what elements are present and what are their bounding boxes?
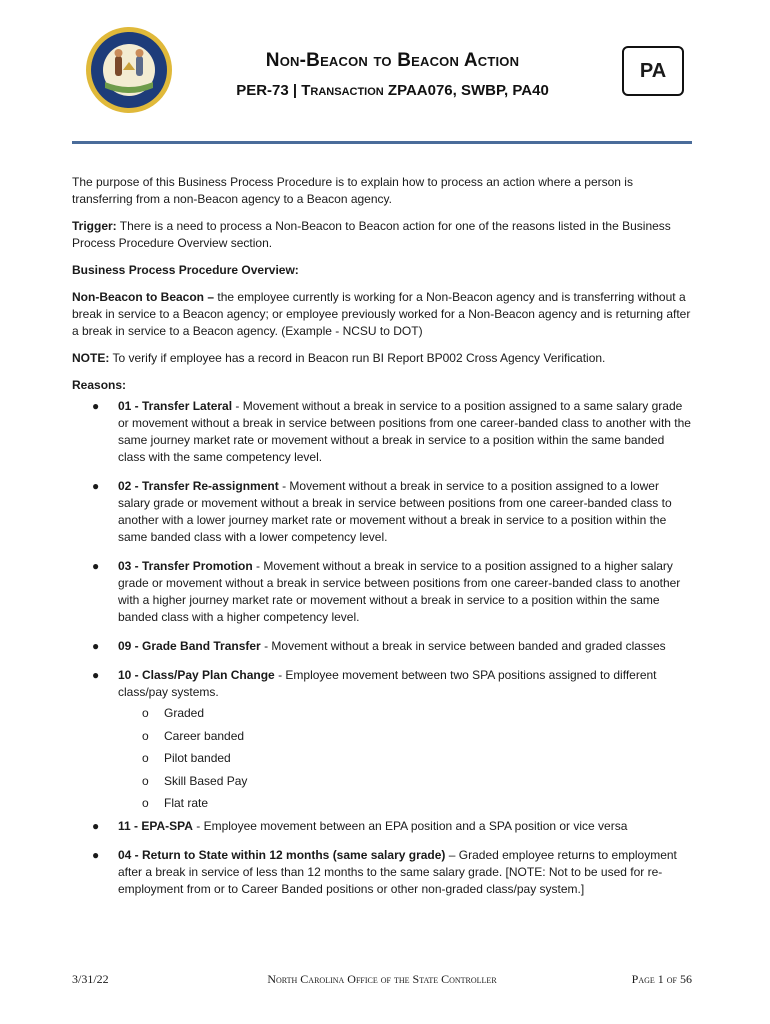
overview-label: Non-Beacon to Beacon – <box>72 290 215 304</box>
bullet-icon: ● <box>92 819 100 833</box>
reason-code: 01 - Transfer Lateral <box>118 399 233 413</box>
overview-text: the employee currently is working for a Non-Beacon agency and is transferring without a break in service to a Beacon agency; or employee previously worked for a Non-Beacon agency and is returning after a break in service to a Beacon agency. (Example - NCSU to DOT) <box>72 290 691 338</box>
reason-code: 09 - Grade Band Transfer <box>118 639 261 653</box>
sub-list-item <box>118 750 692 767</box>
reason-code: 02 - Transfer Re-assignment <box>118 479 279 493</box>
circle-bullet-icon: o <box>142 706 149 720</box>
reason-text: - Movement without a break in service to a position assigned to a higher salary grade or movement without a break in service between positions from one career-banded class to another with a higher journey market rate or movement without a break in service to a position within the same banded class with a higher competency level. <box>118 559 681 624</box>
reason-code: 04 - Return to State within 12 months (same salary grade) <box>118 848 446 862</box>
bullet-icon: ● <box>92 399 100 413</box>
note-label: NOTE: <box>72 351 110 365</box>
reason-text: - Employee movement between two SPA positions assigned to different class/pay systems. <box>118 668 657 699</box>
reasons-heading: Reasons: <box>72 378 127 392</box>
reason-text: - Movement without a break in service between banded and graded classes <box>264 639 666 653</box>
list-item <box>72 847 692 898</box>
reason-text: – Graded employee returns to employment after a break in service of less than 12 months to the same salary grade. [NOTE: Not to be used for re-employment from or to Career Banded positions or other non-graded class/pay system.] <box>118 848 677 896</box>
sub-item-text: Skill Based Pay <box>164 773 248 788</box>
trigger-label: Trigger: <box>72 219 117 233</box>
bullet-icon: ● <box>92 848 100 862</box>
reason-text: - Movement without a break in service to a position assigned to a same salary grade or movement without a break in service between positions from one career-banded class to another with the same journey market rate or movement without a break in service to a position within the same banded class with the same competency level. <box>118 399 691 464</box>
circle-bullet-icon: o <box>142 751 149 765</box>
reasons-list <box>72 398 692 898</box>
sub-list-item <box>118 773 692 790</box>
trigger-text: There is a need to process a Non-Beacon to Beacon action for one of the reasons listed in the Business Process Procedure Overview section. <box>72 219 671 250</box>
sub-item-text: Pilot banded <box>164 751 231 765</box>
sub-list-item <box>118 795 692 812</box>
document-body <box>72 174 692 910</box>
reason-code: 11 - EPA-SPA <box>118 819 193 833</box>
bullet-icon: ● <box>92 639 100 653</box>
section-badge: PA <box>622 46 684 96</box>
list-item <box>72 558 692 626</box>
sub-list-item <box>118 728 692 745</box>
sub-item-text: Graded <box>164 706 205 720</box>
list-item <box>72 638 692 655</box>
reason-text: - Employee movement between an EPA position and a SPA position or vice versa <box>196 819 628 833</box>
footer-page-number: Page 1 of 56 <box>631 972 692 986</box>
list-item <box>72 667 692 812</box>
list-item <box>72 398 692 466</box>
note-paragraph <box>72 350 692 367</box>
circle-bullet-icon: o <box>142 796 149 810</box>
document-title <box>200 50 585 99</box>
purpose-paragraph: The purpose of this Business Process Procedure is to explain how to process an action where a person is transferring from a non-Beacon agency to a Beacon agency. <box>72 175 633 206</box>
list-item <box>72 478 692 546</box>
circle-bullet-icon: o <box>142 728 149 743</box>
overview-paragraph <box>72 289 692 340</box>
circle-bullet-icon: o <box>142 773 149 788</box>
reason-code: 10 - Class/Pay Plan Change <box>118 668 275 682</box>
sub-item-text: Flat rate <box>164 796 209 810</box>
sub-list-item <box>118 705 692 722</box>
bullet-icon: ● <box>92 479 100 493</box>
sub-item-text: Career banded <box>164 728 245 743</box>
note-text: To verify if employee has a record in Beacon run BI Report BP002 Cross Agency Verification. <box>112 351 606 365</box>
trigger-paragraph <box>72 218 692 252</box>
class-pay-sublist <box>118 705 692 812</box>
reason-code: 03 - Transfer Promotion <box>118 559 253 573</box>
overview-heading: Business Process Procedure Overview: <box>72 263 299 277</box>
state-seal-logo <box>85 26 173 114</box>
footer-date: 3/31/22 <box>72 972 109 986</box>
bullet-icon: ● <box>92 668 100 682</box>
reason-text: - Movement without a break in service to a position assigned to a lower salary grade or movement without a break in service between positions from one career-banded class to another with a lower journey market rate or movement without a break in service to a position within the same banded class with a lower competency level. <box>118 479 672 544</box>
title-line2: PER-73 | Transaction ZPAA076, SWBP, PA40 <box>236 82 549 99</box>
header-divider <box>72 141 692 144</box>
title-line1: Non-Beacon to Beacon Action <box>265 50 520 71</box>
footer-org: North Carolina Office of the State Controller <box>267 972 497 986</box>
list-item <box>72 818 692 835</box>
bullet-icon: ● <box>92 559 100 573</box>
